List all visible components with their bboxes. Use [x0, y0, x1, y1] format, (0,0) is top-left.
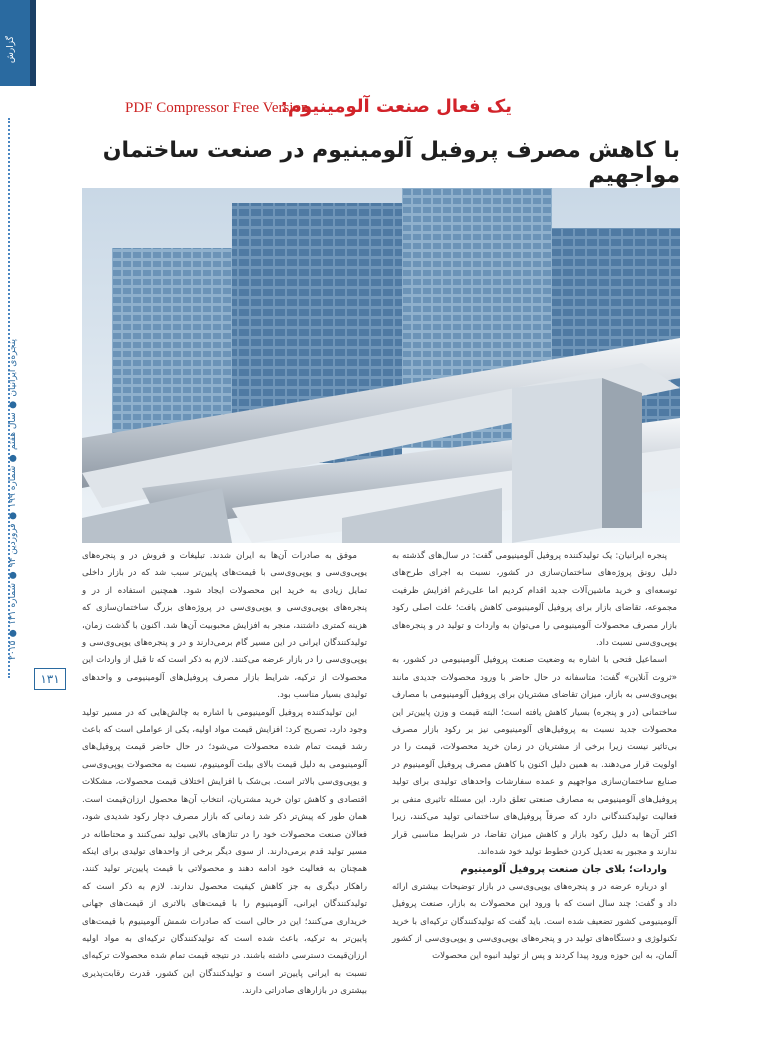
watermark: PDF Compressor Free Version: [125, 100, 309, 116]
paragraph: او درباره عرضه در و پنجره‌های یو‌پی‌وی‌سی در بازار توضیحات بیشتری ارائه داد و گفت: چند سال است که با ورود این محصولات به بازار، صنعت پروفیل آلومینیومی کشور تضعیف شده است. باید گفت که تولیدکنندگان ترکیه‌ای با خرید تکنولوژی و دستگاه‌های تولید در و پنجره‌های یو‌پی‌وی‌سی و یو‌پی‌وی‌سی از کشور آلمان، به این حوزه ورود پیدا کردند و پس از تولید انبوه این محصولات: [392, 881, 677, 962]
section-tab-stripe: [30, 0, 36, 86]
paragraph: این تولیدکننده پروفیل آلومینیومی با اشاره به چالش‌هایی که در مسیر تولید وجود دارد، تصریح کرد: افزایش قیمت مواد اولیه، یکی از عواملی است که باعث رشد قیمت تمام شده محصولات می‌شود؛ در حال حاضر قیمت پروفیل‌های آلومینیومی به دلیل قیمت بالای بیلت آلومینیوم، نسبت به محصولات یو‌پی‌وی‌سی و یو‌پی‌وی‌سی بالاتر است. بی‌شک با افزایش اختلاف قیمت محصولات، مشکلات اقتصادی و کاهش توان خرید مشتریان، انتخاب آن‌ها محصول ارزان‌قیمت است. همان طور که پیش‌تر ذکر شد زمانی که بازار مصرف دچار رکود شدیدی شود، فعالان صنعت محصولات خود را در تناژهای بالایی تولید نمی‌کنند و محتاطانه در مسیر تولید قدم برمی‌دارند. از سوی دیگر برخی از واحدهای تولیدی برای اینکه همچنان به فعالیت خود ادامه دهند و محصولاتی با قیمت پایین‌تر تولید کنند، راهکار دیگری به جز کاهش کیفیت محصول ندارند. لازم به ذکر است که تولیدکنندگان ایرانی، آلومینیوم را با قیمت‌های بالاتری از قیمت‌های جهانی خریداری می‌کنند؛ این در حالی است که صادرات شمش آلومینیوم با قیمت‌های پایین‌تر به ترکیه، باعث شده است که تولیدکنندگان ترکیه‌ای به مواد اولیه ارزان‌قیمت دسترسی داشته باشند. در نتیجه قیمت تمام شده محصولات ترکیه‌ای نسبت به ایرانی پایین‌تر است و تولیدکنندگان این کشور، قدرت رقابت‌پذیری بیشتری در بازارهای صادراتی دارند.: [82, 707, 367, 997]
article-photo: [82, 188, 680, 543]
paragraph: اسماعیل فتحی با اشاره به وضعیت صنعت پروفیل آلومینیومی در کشور، به «ثروت آنلاین» گفت: متاسفانه در حال حاضر با ورود محصولات جدیدی مانند یو‌پی‌وی‌سی به بازار، میزان تقاضای مشتریان برای پروفیل آلومینیومی با مصارف ساختمانی (در و پنجره) بسیار کاهش یافته است؛ البته قیمت و وزن پایین‌تر این محصولات جدید نسبت به پروفیل‌های آلومینیومی نیز بر رکود بازار مصرف بی‌تاثیر نیست زیرا برخی از مشتریان در زمان خرید محصولات، قیمت را در اولویت قرار می‌دهند. به همین دلیل اکنون با کاهش مصرف پروفیل آلومینیوم در صنایع ساختمان‌سازی مواجهیم و عمده سفارشات واحدهای تولیدی برای تولید پروفیل‌های آلومینیومی به مصارف صنعتی تعلق دارد. این مسئله تاثیری منفی بر فعالیت تولیدکنندگانی دارد که صرفاً پروفیل‌های ساختمانی تولید می‌کنند، زیرا اکثر آن‌ها به دلیل رکود بازار و کاهش میزان تقاضا، در شرایط مناسبی قرار ندارند و مجبور به تعدیل کردن خطوط تولید خود شده‌اند.: [392, 655, 677, 857]
page-number: ۱۳۱: [34, 668, 66, 690]
section-tab-label: گزارش: [6, 36, 16, 64]
issue-meta: پنجره‌ی ایرانیان ● سال هفتم ● شماره ۱۹۹ ● فروردین ۹۴ ● شماره ۱۳۱ ● ۲۰۱۵: [8, 338, 18, 660]
paragraph: پنجره ایرانیان: یک تولیدکننده پروفیل آلومینیومی گفت: در سال‌های گذشته به دلیل رونق پروژه‌های ساختمان‌سازی در کشور، نسبت به اجرای طرح‌های توسعه‌ای و خرید ماشین‌آلات جدید اقدام کردیم اما علی‌رغم افزایش ظرفیت مجموعه، تقاضای بازار برای پروفیل آلومینیومی کاهش یافت؛ علت اصلی رکود بازار مصرف محصولات آلومینیومی را می‌توان به واردات و تولید در و پنجره‌های یو‌پی‌وی‌سی نسبت داد.: [392, 551, 677, 649]
article-column-right: [392, 548, 677, 966]
paragraph: موفق به صادرات آن‌ها به ایران شدند. تبلیغات و فروش در و پنجره‌های یو‌پی‌وی‌سی و یو‌پی‌وی‌سی با قیمت‌های پایین‌تر سبب شد که در بازار داخلی تمایل زیادی به خرید این محصولات ایجاد شود. همچنین استفاده از در و پنجره‌های یو‌پی‌وی‌سی و یو‌پی‌وی‌سی در پروژه‌های بزرگ ساختمان‌سازی که هزینه کمتری داشتند، منجر به افزایش محبوبیت آن‌ها شد. اکنون با گذشت زمان، تولیدکنندگان ایرانی در این مسیر گام برمی‌دارند و در و پنجره‌های یو‌پی‌وی‌سی و یو‌پی‌وی‌سی را در بازار عرضه می‌کنند. لازم به ذکر است که تا قبل از واردات این محصولات از ترکیه، شرایط بازار مصرف پروفیل‌های آلومینیومی و واحدهای تولیدی بسیار مناسب بود.: [82, 551, 367, 701]
headline: با کاهش مصرف پروفیل آلومینیوم در صنعت ساختمان مواجهیم: [102, 138, 680, 188]
section-tab: [0, 0, 36, 86]
supertitle: یک فعال صنعت آلومینیوم:: [280, 96, 512, 117]
article-column-left: [82, 548, 367, 1001]
section-subheading: واردات؛ بلای جان صنعت پروفیل آلومینیوم: [460, 864, 667, 876]
